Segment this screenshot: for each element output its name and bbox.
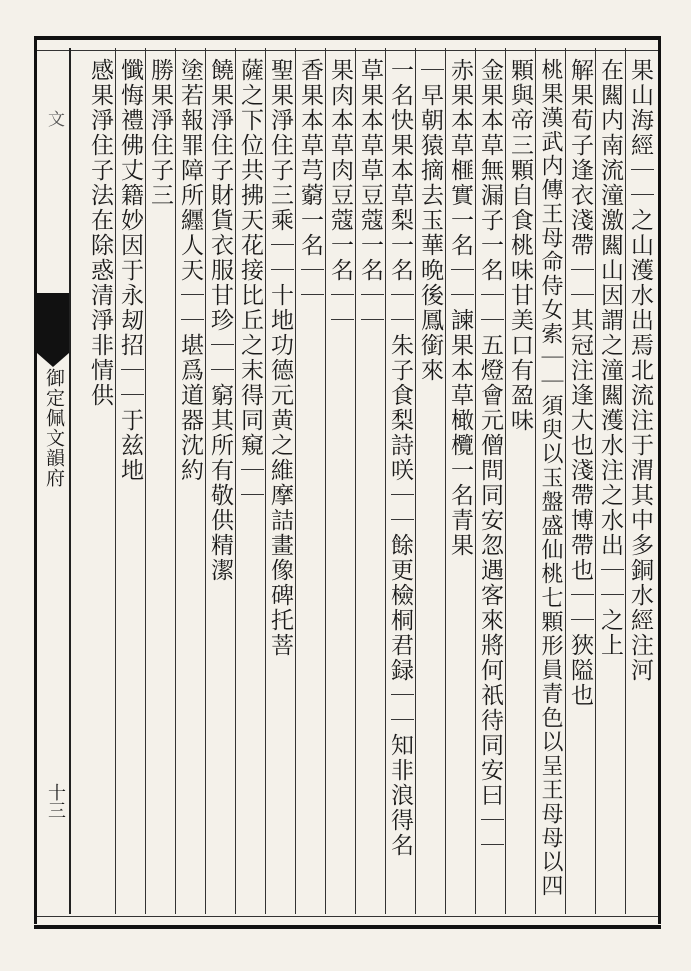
right-border bbox=[658, 36, 661, 924]
text-column: 懺悔禮佛丈籍妙因于永刼招｜｜于兹地 bbox=[115, 48, 145, 914]
text-column: 薩之下位共拂天花接比丘之末得同窺｜｜ bbox=[235, 48, 265, 914]
bottom-border bbox=[34, 916, 661, 929]
main-text bbox=[74, 48, 655, 914]
text-column: 在闗内南流潼激闗山因謂之潼闗濩水注之水出｜｜之上 bbox=[595, 48, 625, 914]
text-column: 桃果漢武内傳王母命侍女索｜｜須臾以玉盤盛仙桃七顆形員青色以呈王母母以四 bbox=[535, 48, 565, 914]
text-column: 勝果淨住子三 bbox=[145, 48, 175, 914]
text-column: 一名快果本草梨一名｜｜朱子食梨詩咲｜｜餘更檢桐君録｜｜知非浪得名 bbox=[385, 48, 415, 914]
text-column: 金果本草無漏子一名｜｜五燈會元僧問同安忽遇客來將何祇待同安曰｜｜ bbox=[475, 48, 505, 914]
text-column: 顆與帝三顆自食桃味甘美口有盈味 bbox=[505, 48, 535, 914]
text-column: 感果淨住子法在除惑清淨非情供 bbox=[87, 58, 113, 408]
text-column: 赤果本草榧實一名｜｜諫果本草橄欖一名青果 bbox=[445, 48, 475, 914]
text-column: 饒果淨住子財貨衣服甘珍｜｜窮其所有敬供精潔 bbox=[205, 48, 235, 914]
text-column: 香果本草芎藭一名｜｜ bbox=[295, 48, 325, 914]
text-column: 果肉本草肉豆蔻一名｜｜ bbox=[325, 48, 355, 914]
text-column: 果山海經｜｜之山濩水出焉北流注于渭其中多銅水經注河 bbox=[625, 48, 655, 914]
text-column: 聖果淨住子三乘｜｜十地功德元黄之維摩詰畫像碑托菩 bbox=[265, 48, 295, 914]
page-number: 十三 bbox=[45, 783, 66, 819]
fish-tail-mark bbox=[37, 293, 69, 353]
margin-top-text: 文 bbox=[44, 110, 64, 129]
text-column: 草果本草草豆蔻一名｜｜ bbox=[355, 48, 385, 914]
book-title: 御定佩文韻府 bbox=[43, 368, 65, 488]
text-column: 解果荀子逢衣淺帶｜｜其冠注逢大也淺帶博帶也｜｜狹隘也 bbox=[565, 48, 595, 914]
text-column: ｜早朝猿摘去玉華晩後鳳銜來 bbox=[415, 48, 445, 914]
fold-margin bbox=[37, 48, 71, 914]
text-column: 塗若報罪障所纒人天｜｜堪爲道器沈約 bbox=[175, 48, 205, 914]
